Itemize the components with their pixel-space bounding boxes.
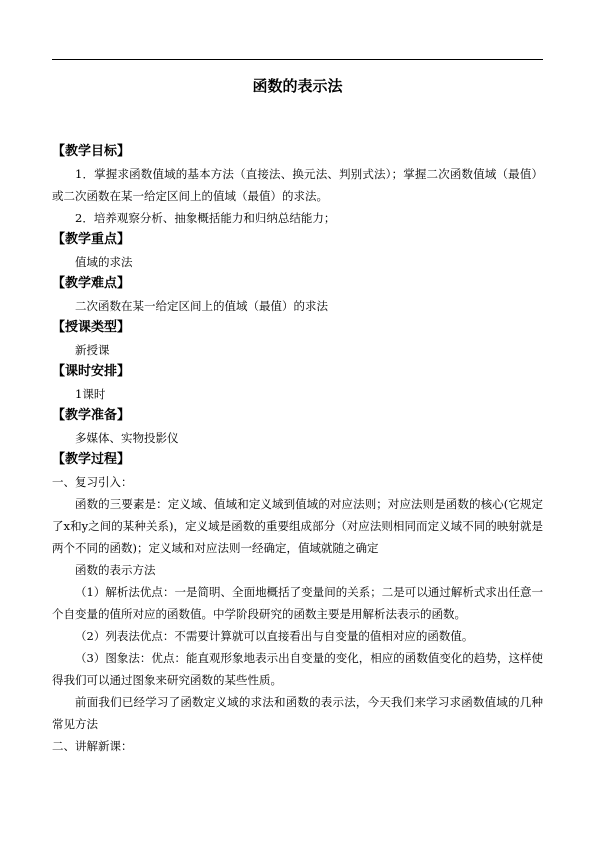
section-heading: 【教学难点】 bbox=[52, 276, 131, 291]
page-title: 函数的表示法 bbox=[252, 77, 343, 95]
section-heading: 【教学目标】 bbox=[52, 144, 131, 159]
paragraph: 函数的表示方法 bbox=[75, 563, 156, 577]
paragraph: 函数的三要素是：定义域、值域和定义域到值域的对应法则；对应法则是函数的核心(它规定了x和y之间的某种关系)，定义域是函数的重要组成部分（对应法则相同而定义域不同的映射就是两个不同的函数)；定义域和对应法则一经确定，值域就随之确定 bbox=[52, 497, 543, 555]
paragraph: 前面我们已经学习了函数定义域的求法和函数的表示法，今天我们来学习求函数值域的几种常见方法 bbox=[52, 695, 543, 731]
paragraph: 新授课 bbox=[75, 343, 110, 357]
paragraph: （1）解析法优点：一是简明、全面地概括了变量间的关系；二是可以通过解析式求出任意一个自变量的值所对应的函数值。中学阶段研究的函数主要是用解析法表示的函数。 bbox=[52, 585, 543, 621]
paragraph: 1．掌握求函数值域的基本方法（直接法、换元法、判别式法）；掌握二次函数值域（最值）或二次函数在某一给定区间上的值域（最值）的求法。 bbox=[52, 167, 543, 203]
paragraph: （2）列表法优点：不需要计算就可以直接看出与自变量的值相对应的函数值。 bbox=[75, 629, 474, 643]
header-rule bbox=[52, 59, 543, 60]
section-heading: 【教学准备】 bbox=[52, 408, 131, 423]
subsection-heading: 一、复习引入： bbox=[52, 475, 133, 489]
section-heading: 【课时安排】 bbox=[52, 364, 131, 379]
section-heading: 【教学过程】 bbox=[52, 452, 131, 467]
paragraph: 1课时 bbox=[75, 387, 106, 401]
subsection-heading: 二、讲解新课： bbox=[52, 739, 133, 753]
section-heading: 【授课类型】 bbox=[52, 320, 131, 335]
paragraph: 多媒体、实物投影仪 bbox=[75, 431, 179, 445]
section-heading: 【教学重点】 bbox=[52, 232, 131, 247]
paragraph: （3）图象法：优点：能直观形象地表示出自变量的变化，相应的函数值变化的趋势，这样使得我们可以通过图象来研究函数的某些性质。 bbox=[52, 651, 543, 687]
paragraph: 值域的求法 bbox=[75, 255, 133, 269]
paragraph: 2．培养观察分析、抽象概括能力和归纳总结能力； bbox=[75, 211, 336, 225]
paragraph: 二次函数在某一给定区间上的值域（最值）的求法 bbox=[75, 299, 328, 313]
document-body bbox=[52, 141, 543, 757]
